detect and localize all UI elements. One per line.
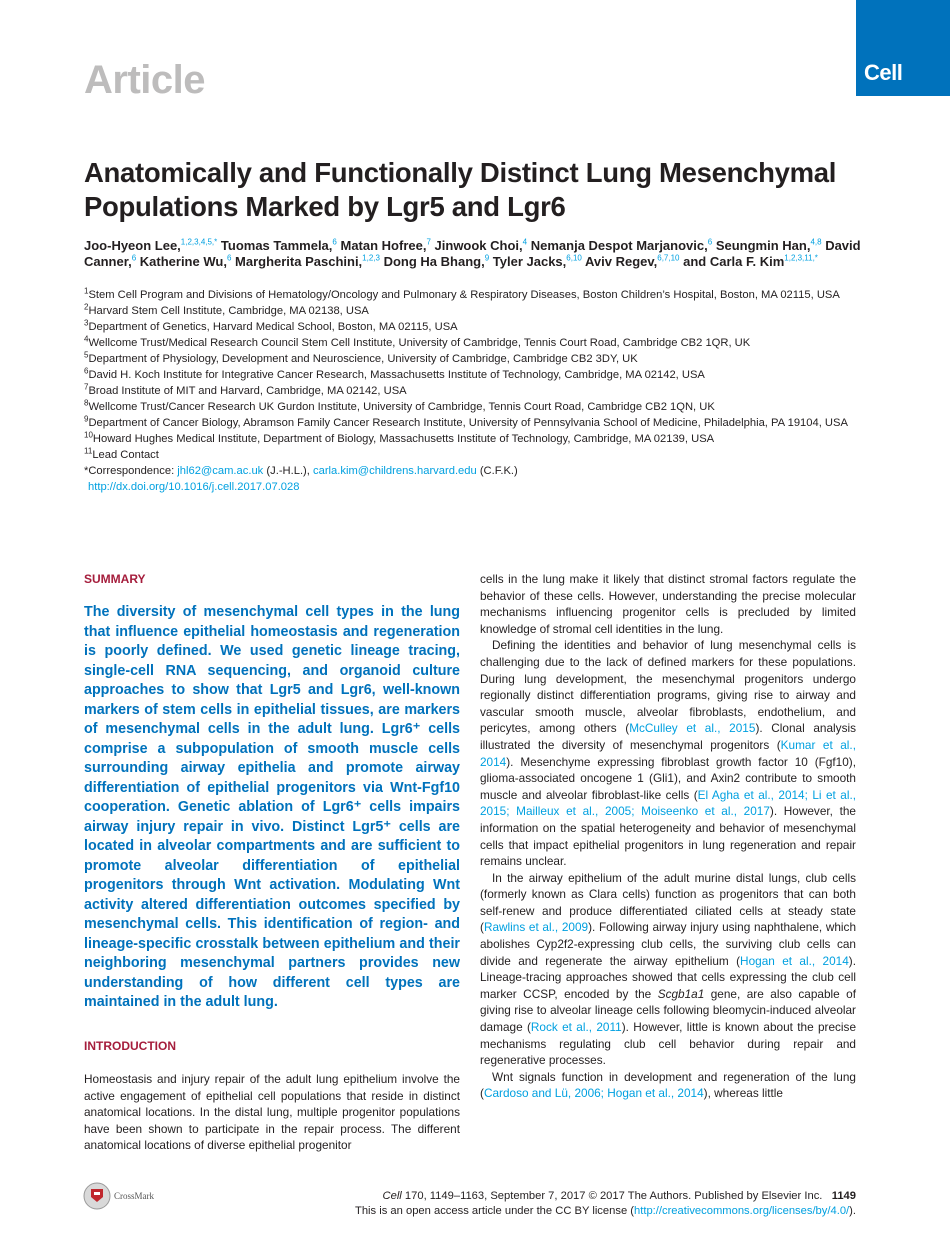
citation-line: Cell 170, 1149–1163, September 7, 2017 © 2017 The Authors. Published by Elsevier Inc. 1149 (382, 1190, 856, 1202)
introduction-heading: INTRODUCTION (84, 1039, 176, 1053)
summary-heading: SUMMARY (84, 572, 146, 586)
affiliation-item: $^{11}$Lead Contact (84, 446, 159, 461)
affiliation-item: $^3$Department of Genetics, Harvard Medical School, Boston, MA 02115, USA (84, 318, 458, 333)
author-affiliation-marker[interactable]: 6,10 (566, 253, 582, 263)
author-affiliation-marker[interactable]: 7 (426, 237, 431, 247)
author-name: David Canner, (84, 238, 861, 269)
correspondence: *Correspondence: jhl62@cam.ac.uk (J.-H.L.), carla.kim@childrens.harvard.edu (C.F.K.) (84, 465, 518, 477)
affiliation-list (84, 287, 874, 463)
author-name: Joo-Hyeon Lee, (84, 238, 181, 253)
affiliation-item: $^7$Broad Institute of MIT and Harvard, Cambridge, MA 02142, USA (84, 382, 407, 397)
page-footer (300, 1189, 856, 1219)
author-name: Margherita Paschini, (235, 253, 363, 269)
author-affiliation-marker[interactable]: 1,2,3,4,5,* (180, 237, 218, 247)
author-name: and Carla F. Kim (683, 253, 785, 269)
email-link-2[interactable]: carla.kim@childrens.harvard.edu (313, 465, 477, 477)
affiliations (84, 287, 874, 495)
right-column-text (480, 571, 856, 1102)
doi-link[interactable]: http://dx.doi.org/10.1016/j.cell.2017.07.028 (88, 481, 300, 493)
affiliation-item: $^6$David H. Koch Institute for Integrative Cancer Research, Massachusetts Institute of Technology, Cambridge, MA 02142, USA (84, 366, 705, 381)
email-link-1[interactable]: jhl62@cam.ac.uk (177, 465, 264, 477)
author-name: Seungmin Han, (715, 238, 811, 253)
paragraph: cells in the lung make it likely that distinct stromal factors regulate the behavior of these cells. However, understanding the precise molecular mechanisms influencing progenitor cells is precluded by limited knowledge of stromal cell identities in the lung. (480, 572, 856, 636)
author-name: Katherine Wu, (139, 253, 227, 269)
author-list (84, 238, 864, 269)
crossmark-label: CrossMark (114, 1191, 154, 1201)
author-affiliation-marker[interactable]: 6 (707, 237, 713, 247)
license-link[interactable]: http://creativecommons.org/licenses/by/4.0/ (634, 1205, 850, 1217)
author-affiliation-marker[interactable]: 6 (226, 253, 232, 263)
article-title: Anatomically and Functionally Distinct Lung Mesenchymal Populations Marked by Lgr5 and Lgr6 (84, 157, 837, 222)
affiliation-item: $^8$Wellcome Trust/Cancer Research UK Gurdon Institute, University of Cambridge, Tennis Court Road, Cambridge CB2 1QN, UK (84, 398, 715, 413)
author-name: Tuomas Tammela, (220, 238, 333, 253)
paragraph: In the airway epithelium of the adult murine distal lungs, club cells (formerly known as Clara cells) function as progenitors that can both self-renew and produce differentiated ciliated cells at steady state (Rawlins et al., 2009). Following airway injury using naphthalene, which abolishes Cyp2f2-expressing club cells, the surviving club cells can divide and regenerate the airway epithelium (Hogan et al., 2014). Lineage-tracing approaches showed that cells expressing the club cell marker CCSP, encoded by the Scgb1a1 gene, are also capable of giving rise to alveolar lineage cells following bleomycin-induced alveolar damage (Rock et al., 2011). However, little is known about the precise mechanisms regulating club cell behavior during repair and regenerative processes. (480, 870, 857, 1068)
citation-link[interactable]: Kumar et al., 2014 (480, 737, 856, 769)
crossmark-icon (82, 1181, 112, 1211)
author-name: Dong Ha Bhang, (383, 253, 485, 269)
journal-logo: Cell (864, 60, 903, 85)
affiliation-item: $^5$Department of Physiology, Development and Neuroscience, University of Cambridge, Cambridge CB2 3DY, UK (84, 350, 638, 365)
author-name: Nemanja Despot Marjanovic, (530, 238, 708, 253)
article-type-label: Article (84, 58, 205, 102)
author-affiliation-marker[interactable]: 6,7,10 (657, 253, 680, 263)
summary-text: The diversity of mesenchymal cell types in the lung that influence epithelial homeostasis and regeneration is poorly defined. We used genetic lineage tracing, single-cell RNA sequencing, and organoid culture approaches to show that Lgr5 and Lgr6, well-known markers of stem cells in epithelial tissues, are markers of mesenchymal cells in the adult lung. Lgr6⁺ cells comprise a subpopulation of smooth muscle cells surrounding airway epithelia and promote airway differentiation of epithelial progenitors via Wnt-Fgf10 cooperation. Genetic ablation of Lgr6⁺ cells impairs airway injury repair in vivo. Distinct Lgr5⁺ cells are located in alveolar compartments and are sufficient to promote alveolar differentiation of epithelial progenitors through Wnt activation. Modulating Wnt activity altered differentiation outcomes specified by mesenchymal cells. This identification of region- and lineage-specific crosstalk between epithelium and their neighboring mesenchymal partners provides new understanding of how different cell types are maintained in the adult lung. (84, 604, 460, 1010)
introduction-paragraph: Homeostasis and injury repair of the adult lung epithelium involve the active engagement of epithelial cell populations that reside in distinct anatomical locations. In the distal lung, multiple progenitor populations have been shown to participate in the repair process. The different anatomical locations of diverse epithelial progenitor (84, 1072, 460, 1153)
affiliation-item: $^{10}$Howard Hughes Medical Institute, Department of Biology, Massachusetts Institute of Technology, Cambridge, MA 02139, USA (84, 430, 715, 445)
citation-link[interactable]: Hogan et al., 2014 (740, 953, 849, 968)
affiliation-item: $^2$Harvard Stem Cell Institute, Cambridge, MA 02138, USA (84, 302, 369, 317)
author-name: Matan Hofree, (340, 238, 427, 253)
crossmark-badge[interactable] (82, 1181, 154, 1216)
citation-link[interactable]: El Agha et al., 2014; Li et al., 2015; Mailleux et al., 2005; Moiseenko et al., 2017 (480, 787, 856, 819)
page-number: 1149 (831, 1190, 856, 1202)
affiliation-item: $^4$Wellcome Trust/Medical Research Council Stem Cell Institute, University of Cambridge, Tennis Court Road, Cambridge CB2 1QR, UK (84, 334, 751, 349)
author-affiliation-marker[interactable]: 9 (484, 253, 490, 263)
journal-logo-tab (856, 0, 950, 96)
paragraph: Defining the identities and behavior of lung mesenchymal cells is challenging due to the lack of defined markers for these populations. During lung development, the mesenchymal progenitors undergo regionally distinct differentiation programs, giving rise to airway and vascular smooth muscle, alveolar fibroblasts, endothelium, and pericytes, among others (McCulley et al., 2015). Clonal analysis illustrated the diversity of mesenchymal progenitors (Kumar et al., 2014). Mesenchyme expressing fibroblast growth factor 10 (Fgf10), glioma-associated oncogene 1 (Gli1), and Axin2 contribute to smooth muscle and alveolar fibroblast-like cells (El Agha et al., 2014; Li et al., 2015; Mailleux et al., 2005; Moiseenko et al., 2017). However, the information on the spatial heterogeneity and behavior of mesenchymal cells that impact epithelial progenitors in lung regeneration and repair remains unclear. (480, 638, 856, 869)
author-affiliation-marker[interactable]: 1,2,3 (362, 253, 380, 263)
author-affiliation-marker[interactable]: 1,2,3,11,* (784, 253, 818, 263)
gene-name: Scgb1a1 (657, 986, 705, 1001)
citation-link[interactable]: McCulley et al., 2015 (629, 721, 756, 736)
author-name: Aviv Regev, (584, 253, 658, 269)
author-affiliation-marker[interactable]: 6 (131, 253, 137, 263)
author-affiliation-marker[interactable]: 4,8 (810, 237, 822, 247)
affiliation-item: $^1$Stem Cell Program and Divisions of Hematology/Oncology and Pulmonary & Respiratory Diseases, Boston Children’s Hospital, Boston, MA 02115, USA (84, 286, 840, 301)
author-affiliation-marker[interactable]: 6 (332, 237, 337, 247)
author-affiliation-marker[interactable]: 4 (522, 237, 528, 247)
author-name: Tyler Jacks, (492, 253, 567, 269)
license-line: This is an open access article under the CC BY license (http://creativecommons.org/licenses/by/4.0/). (355, 1205, 856, 1217)
affiliation-item: $^9$Department of Cancer Biology, Abramson Family Cancer Research Institute, University of Pennsylvania School of Medicine, Philadelphia, PA 19104, USA (84, 414, 848, 429)
citation-link[interactable]: Rawlins et al., 2009 (483, 920, 589, 935)
paragraph: Wnt signals function in development and regeneration of the lung (Cardoso and Lü, 2006; Hogan et al., 2014), whereas little (480, 1069, 856, 1101)
author-name: Jinwook Choi, (434, 238, 523, 253)
citation-link[interactable]: Cardoso and Lü, 2006; Hogan et al., 2014 (483, 1086, 704, 1101)
citation-link[interactable]: Rock et al., 2011 (530, 1020, 622, 1035)
